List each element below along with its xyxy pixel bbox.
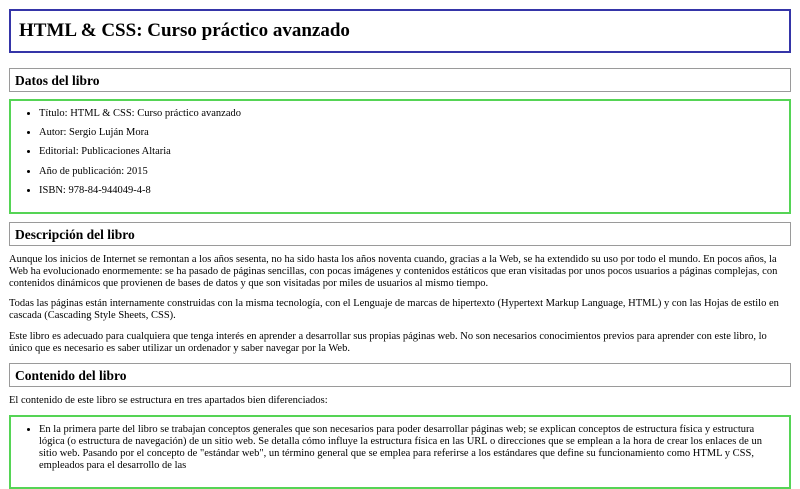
book-data-item-author: • Autor: Sergio Luján Mora xyxy=(39,127,781,139)
description-paragraph-1: Aunque los inicios de Internet se remontan a los años sesenta, no ha sido hasta los años noventa cuando, gracias a la Web, se ha extendido su uso por todo el mundo. En pocos años, la Web ha evolucionado enormemente: se ha pasado de páginas sencillas, con pocas imágenes y contenidos estáticos que eran visitadas por unos pocos usuarios a páginas complejas, con contenidos dinámicos que provienen de bases de datos y que son visitadas por miles de usuarios al mismo tiempo. xyxy=(9,254,778,290)
page-title: HTML & CSS: Curso práctico avanzado xyxy=(9,9,791,53)
book-data-item-isbn: • ISBN: 978-84-944049-4-8 xyxy=(39,185,781,197)
description-paragraph-2: Todas las páginas están internamente construidas con la misma tecnología, con el Lenguaje de marcas de hipertexto (Hypertext Markup Language, HTML) y con las Hojas de estilo en cascada (Cascading Style Sheets, CSS). xyxy=(9,298,779,322)
book-data-item-publisher: • Editorial: Publicaciones Altaria xyxy=(39,146,781,158)
book-data-item-title: • Título: HTML & CSS: Curso práctico avanzado xyxy=(39,108,781,120)
book-data-list xyxy=(9,99,791,213)
section-heading-contents: Contenido del libro xyxy=(9,363,791,388)
section-heading-book-data: Datos del libro xyxy=(9,68,791,93)
section-heading-description: Descripción del libro xyxy=(9,222,791,247)
page-content xyxy=(9,9,791,489)
contents-item-part-1: • En la primera parte del libro se trabajan conceptos generales que son necesarios para poder desarrollar páginas web; se explican conceptos de estructura física y estructura lógica (o estructura de navegación) de un sitio web. Se detalla cómo influye la estructura física en las URL o direcciones que se emplean a la hora de crear los enlaces de un sitio web. Pasando por el concepto de "estándar web", un término general que se emplea para referirse a los estándares que define su funcionamiento como HTML y CSS, empleados para el desarrollo de las xyxy=(39,424,781,472)
contents-list xyxy=(9,415,791,489)
book-page xyxy=(0,9,800,472)
description-paragraph-3: Este libro es adecuado para cualquiera que tenga interés en aprender a desarrollar sus propias páginas web. No son necesarios conocimientos previos para aprender con este libro, lo único que es necesario es saber utilizar un ordenador y saber navegar por la Web. xyxy=(9,330,767,354)
book-data-item-year: • Año de publicación: 2015 xyxy=(39,166,781,178)
contents-intro: El contenido de este libro se estructura en tres apartados bien diferenciados: xyxy=(9,395,328,407)
